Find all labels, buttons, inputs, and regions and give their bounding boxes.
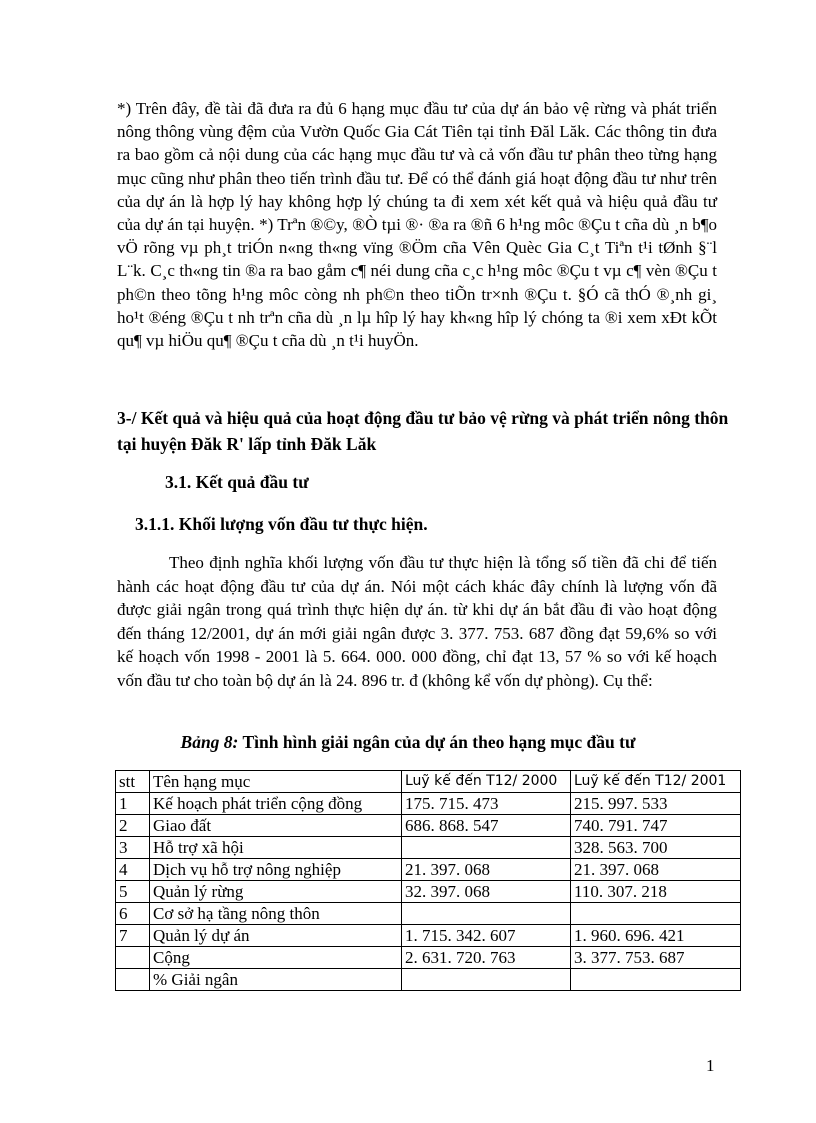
table-cell (402, 837, 571, 859)
table-row-percent (116, 969, 741, 991)
table-cell: 110. 307. 218 (571, 881, 741, 903)
table-cell: Quản lý rừng (150, 881, 402, 903)
table-row-total (116, 947, 741, 969)
table-row (116, 903, 741, 925)
table-cell: Quản lý dự án (150, 925, 402, 947)
table-cell: 2 (116, 815, 150, 837)
disbursement-table (115, 770, 741, 991)
table-cell: 1. 960. 696. 421 (571, 925, 741, 947)
table-cell (402, 969, 571, 991)
table-cell: 328. 563. 700 (571, 837, 741, 859)
subsection-heading-3-1-1: 3.1.1. Khối lượng vốn đầu tư thực hiện. (135, 514, 428, 534)
table-cell: Cơ sở hạ tầng nông thôn (150, 903, 402, 925)
table-cell: 32. 397. 068 (402, 881, 571, 903)
subsection-heading-3-1: 3.1. Kết quả đầu tư (165, 472, 309, 492)
table-cell (571, 903, 741, 925)
table-cell: 6 (116, 903, 150, 925)
table-cell (402, 903, 571, 925)
header-cell-stt: stt (116, 771, 150, 793)
table-cell: Giao đất (150, 815, 402, 837)
table-cell: Cộng (150, 947, 402, 969)
table-cell: 215. 997. 533 (571, 793, 741, 815)
table-cell: 7 (116, 925, 150, 947)
table-cell: 1 (116, 793, 150, 815)
table-cell: 21. 397. 068 (571, 859, 741, 881)
table-caption-prefix: Bảng 8: (180, 732, 239, 752)
table-row (116, 815, 741, 837)
table-cell: Hỗ trợ xã hội (150, 837, 402, 859)
page-number: 1 (706, 1056, 715, 1075)
table-cell: 3. 377. 753. 687 (571, 947, 741, 969)
header-cell-2000: Luỹ kế đến T12/ 2000 (402, 771, 571, 793)
header-cell-name: Tên hạng mục (150, 771, 402, 793)
table-cell (116, 969, 150, 991)
table-cell: 740. 791. 747 (571, 815, 741, 837)
table-cell: 4 (116, 859, 150, 881)
table-cell: 21. 397. 068 (402, 859, 571, 881)
table-row (116, 837, 741, 859)
table-cell: % Giải ngân (150, 969, 402, 991)
section-heading: 3-/ Kết quả và hiệu quả của hoạt động đầu tư bảo vệ rừng và phát triển nông thôn tại huyện Đăk R' lấp tỉnh Đăk Lăk (117, 408, 729, 454)
table-cell: 2. 631. 720. 763 (402, 947, 571, 969)
table-cell: 686. 868. 547 (402, 815, 571, 837)
table-row (116, 793, 741, 815)
table-cell: Dịch vụ hỗ trợ nông nghiệp (150, 859, 402, 881)
table-caption (0, 732, 816, 753)
table-cell: 175. 715. 473 (402, 793, 571, 815)
table-row (116, 881, 741, 903)
table-row (116, 925, 741, 947)
table-cell: Kế hoạch phát triển cộng đồng (150, 793, 402, 815)
table-cell: 1. 715. 342. 607 (402, 925, 571, 947)
table-cell (571, 969, 741, 991)
intro-paragraph: *) Trên đây, đề tài đã đưa ra đủ 6 hạng mục đầu tư của dự án bảo vệ rừng và phát triển nông thông vùng đệm của Vườn Quốc Gia Cát Tiên tại tỉnh Đăl Lăk. Các thông tin đưa ra bao gồm cả nội dung của các hạng mục đầu tư và cả vốn đầu tư phân theo từng hạng mục cũng như phân theo tiến trình đầu tư. Để có thể đánh giá hoạt động đầu tư như trên của dự án là hợp lý hay không hợp lý chúng ta đi xem xét kết quả và hiệu quả đầu tư của dự án tại huyện. *) Trªn ®©y, ®Ò tµi ®· ®a ra ®ñ 6 h¹ng môc ®Çu t cña dù ¸n b¶o vÖ rõng vµ ph¸t triÓn n«ng th«ng vïng ®Öm cña Vên Quèc Gia C¸t Tiªn t¹i tØnh §¨l L¨k. C¸c th«ng tin ®a ra bao gåm c¶ néi dung cña c¸c h¹ng môc ®Çu t vµ c¶ vèn ®Çu t ph©n theo tõng h¹ng môc còng nh ph©n theo tiÕn tr×nh ®Çu t. §Ó cã thÓ ®¸nh gi¸ ho¹t ®éng ®Çu t nh trªn cña dù ¸n lµ hîp lý hay kh«ng hîp lý chóng ta ®i xem xÐt kÕt qu¶ vµ hiÖu qu¶ ®Çu t cña dù ¸n t¹i huyÖn. (117, 99, 717, 351)
body-paragraph: Theo định nghĩa khối lượng vốn đầu tư thực hiện là tổng số tiền đã chi để tiến hành các hoạt động đầu tư của dự án. Nói một cách khác đây chính là lượng vốn đã được giải ngân trong quá trình thực hiện dự án. từ khi dự án bắt đầu đi vào hoạt động đến tháng 12/2001, dự án mới giải ngân được 3. 377. 753. 687 đồng đạt 59,6% so với kế hoạch vốn 1998 - 2001 là 5. 664. 000. 000 đồng, chỉ đạt 13, 57 % so với kế hoạch vốn đầu tư cho toàn bộ dự án là 24. 896 tr. đ (không kể vốn dự phòng). Cụ thể: (117, 553, 717, 690)
table-cell (116, 947, 150, 969)
table-cell: 3 (116, 837, 150, 859)
table-caption-text: Tình hình giải ngân của dự án theo hạng mục đầu tư (238, 732, 636, 752)
table-row (116, 859, 741, 881)
table-cell: 5 (116, 881, 150, 903)
header-cell-2001: Luỹ kế đến T12/ 2001 (571, 771, 741, 793)
table-header-row (116, 771, 741, 793)
